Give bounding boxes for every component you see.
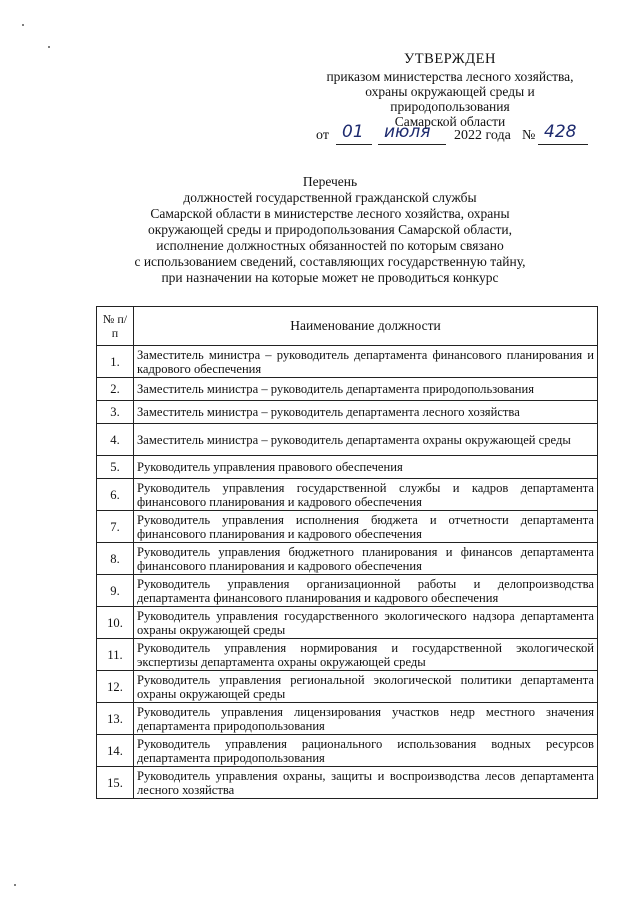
order-prefix: от	[316, 128, 329, 143]
header-number: № п/п	[97, 307, 134, 346]
scan-speck	[22, 24, 24, 26]
order-line	[316, 122, 606, 148]
row-number: 7.	[97, 511, 134, 543]
header-position-name: Наименование должности	[134, 307, 598, 346]
row-position: Руководитель управления рационального использования водных ресурсов департамента природопользования	[134, 735, 598, 767]
row-position: Заместитель министра – руководитель департамента охраны окружающей среды	[134, 424, 598, 456]
row-number: 5.	[97, 456, 134, 479]
row-position: Руководитель управления исполнения бюджета и отчетности департамента финансового планирования и кадрового обеспечения	[134, 511, 598, 543]
row-position: Руководитель управления государственной службы и кадров департамента финансового планирования и кадрового обеспечения	[134, 479, 598, 511]
row-position: Заместитель министра – руководитель департамента природопользования	[134, 378, 598, 401]
row-position: Руководитель управления бюджетного планирования и финансов департамента финансового планирования и кадрового обеспечения	[134, 543, 598, 575]
row-position: Руководитель управления государственного экологического надзора департамента охраны окружающей среды	[134, 607, 598, 639]
number-underline	[538, 144, 588, 145]
table-row	[97, 511, 598, 543]
row-number: 15.	[97, 767, 134, 799]
table-row	[97, 346, 598, 378]
order-month-handwritten: июля	[384, 122, 431, 142]
table-row	[97, 735, 598, 767]
table-header-row	[97, 307, 598, 346]
table-row	[97, 378, 598, 401]
table-row	[97, 575, 598, 607]
row-number: 12.	[97, 671, 134, 703]
row-position: Руководитель управления лицензирования участков недр местного значения департамента природопользования	[134, 703, 598, 735]
order-day-handwritten: 01	[342, 122, 364, 142]
list-title-line-5: исполнение должностных обязанностей по которым связано	[156, 238, 504, 253]
table-row	[97, 639, 598, 671]
row-number: 4.	[97, 424, 134, 456]
row-position: Руководитель управления организационной работы и делопроизводства департамента финансового планирования и кадрового обеспечения	[134, 575, 598, 607]
positions-table	[96, 306, 598, 799]
table-row	[97, 456, 598, 479]
row-number: 1.	[97, 346, 134, 378]
list-title-line-7: при назначении на которые может не проводиться конкурс	[161, 270, 499, 285]
row-position: Руководитель управления нормирования и государственной экологической экспертизы департамента охраны окружающей среды	[134, 639, 598, 671]
table-row	[97, 607, 598, 639]
row-position: Руководитель управления региональной экологической политики департамента охраны окружающей среды	[134, 671, 598, 703]
table-row	[97, 543, 598, 575]
month-underline	[378, 144, 446, 145]
row-position: Руководитель управления правового обеспечения	[134, 456, 598, 479]
row-position: Руководитель управления охраны, защиты и воспроизводства лесов департамента лесного хозяйства	[134, 767, 598, 799]
table-row	[97, 767, 598, 799]
table-row	[97, 671, 598, 703]
list-title-line-1: Перечень	[302, 174, 358, 189]
approval-heading: УТВЕРЖДЕН	[404, 51, 496, 67]
row-number: 6.	[97, 479, 134, 511]
list-title	[120, 174, 540, 286]
day-underline	[336, 144, 372, 145]
row-number: 9.	[97, 575, 134, 607]
approval-line-1: приказом министерства лесного хозяйства,	[326, 69, 574, 84]
row-number: 14.	[97, 735, 134, 767]
row-number: 13.	[97, 703, 134, 735]
scan-speck	[14, 884, 16, 886]
row-number: 11.	[97, 639, 134, 671]
list-title-line-3: Самарской области в министерстве лесного хозяйства, охраны	[150, 206, 510, 221]
table-row	[97, 424, 598, 456]
row-number: 8.	[97, 543, 134, 575]
order-number-sign: №	[522, 128, 536, 143]
row-position: Заместитель министра – руководитель департамента финансового планирования и кадрового обеспечения	[134, 346, 598, 378]
scan-speck	[48, 46, 50, 48]
order-year: 2022 года	[454, 128, 511, 143]
row-number: 10.	[97, 607, 134, 639]
list-title-line-6: с использованием сведений, составляющих государственную тайну,	[134, 254, 526, 269]
list-title-line-2: должностей государственной гражданской службы	[183, 190, 477, 205]
approval-block	[300, 52, 600, 129]
row-position: Заместитель министра – руководитель департамента лесного хозяйства	[134, 401, 598, 424]
order-number-handwritten: 428	[544, 122, 577, 142]
list-title-line-4: окружающей среды и природопользования Самарской области,	[147, 222, 513, 237]
table-row	[97, 401, 598, 424]
table-row	[97, 703, 598, 735]
row-number: 2.	[97, 378, 134, 401]
approval-line-4: Самарской области	[394, 114, 506, 129]
table-row	[97, 479, 598, 511]
row-number: 3.	[97, 401, 134, 424]
approval-line-3: природопользования	[390, 99, 510, 114]
approval-line-2: охраны окружающей среды и	[365, 84, 535, 99]
